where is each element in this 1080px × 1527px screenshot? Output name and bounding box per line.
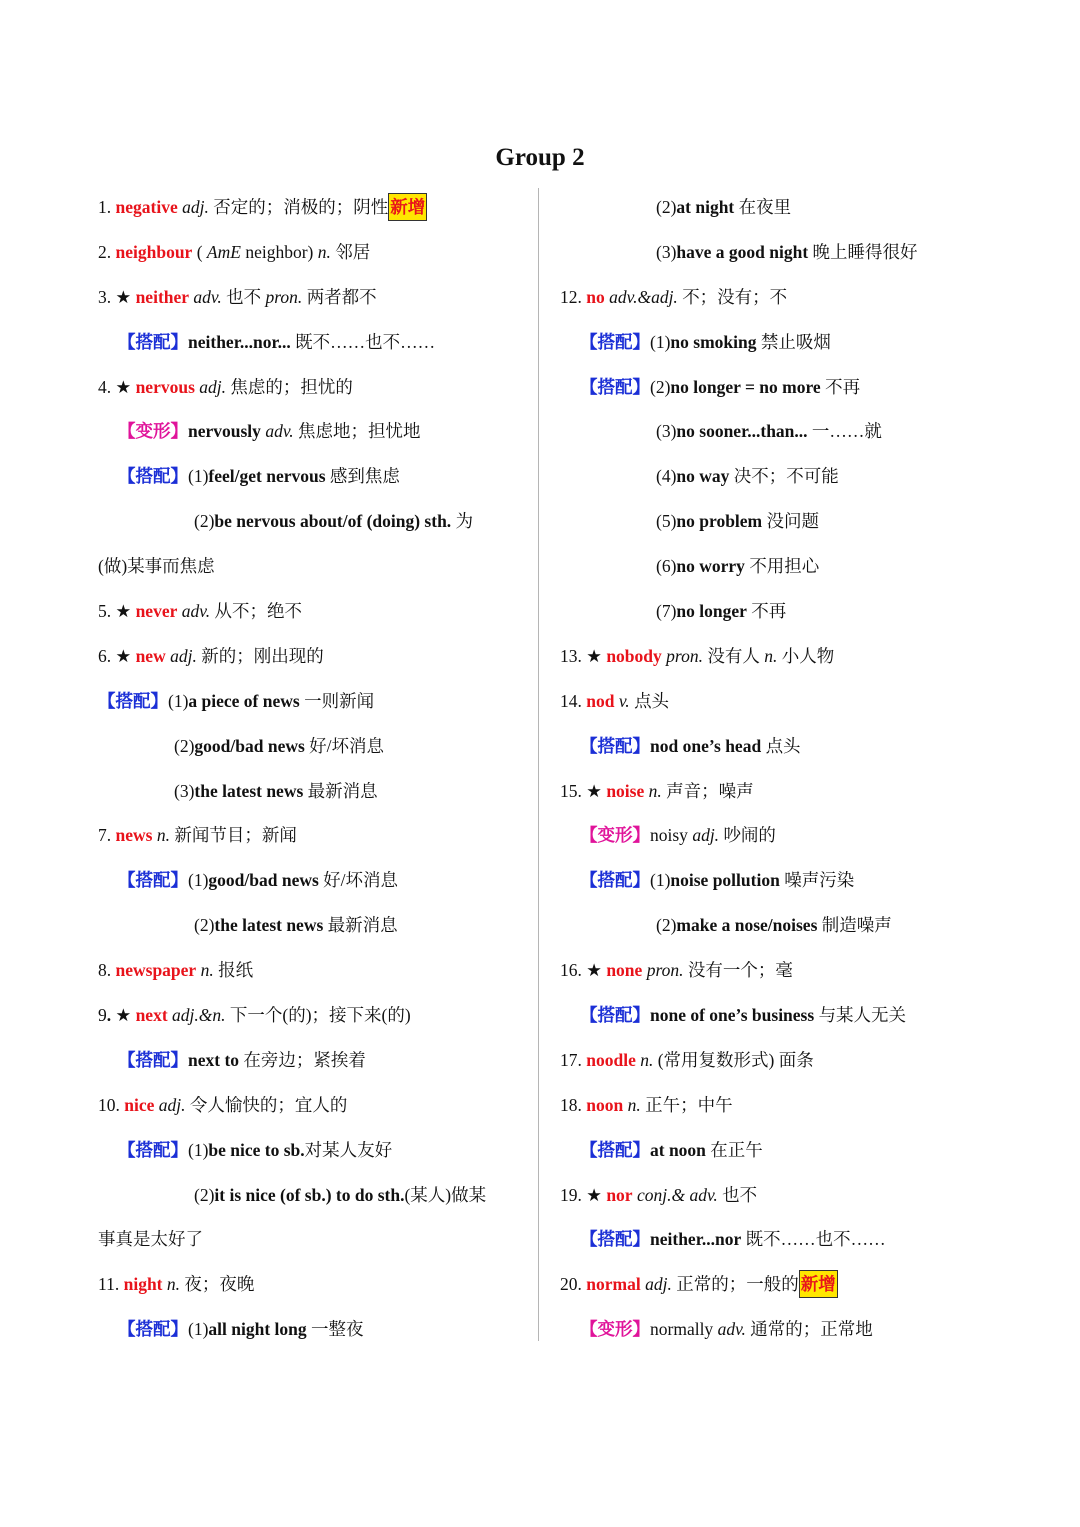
text: 声音；噪声 [661,780,754,801]
part-of-speech: adj. [199,376,227,397]
part-of-speech: adv.&adj. [609,286,678,307]
text: 3. ★ [98,286,136,307]
entry-line [98,813,518,858]
text: 17. [560,1049,587,1070]
text: 16. ★ [560,960,607,981]
phrase: good/bad news [194,735,305,756]
entry-line [560,409,1030,454]
new-badge: 新增 [799,1270,838,1298]
entry-line [560,499,1030,544]
entry-line [560,320,1030,365]
text: 14. [560,690,587,711]
entry-line [560,769,1030,814]
headword: night [123,1274,163,1295]
phrase: next to [188,1049,240,1070]
collocation-tag: 【搭配】 [118,1319,188,1340]
part-of-speech: pron. [265,286,303,307]
phrase: at noon [650,1139,706,1160]
phrase: the latest news [194,780,304,801]
headword: normal [586,1274,641,1295]
text: (某人)做某 [404,1184,487,1205]
headword: neighbour [115,241,193,262]
phrase: no worry [676,556,745,577]
variant-tag: 【变形】 [118,421,188,442]
text: normally [650,1319,718,1340]
part-of-speech: n. [627,1094,641,1115]
text: 没问题 [762,511,820,532]
entry-line [98,769,518,814]
text: 夜；夜晚 [180,1274,255,1295]
collocation-tag: 【搭配】 [580,331,650,352]
text: 好/坏消息 [304,735,385,756]
entry-line [98,275,518,320]
part-of-speech: n. [156,825,170,846]
text: 20. [560,1274,587,1295]
text: neighbor) [240,241,318,262]
page-title: Group 2 [495,144,585,171]
text: (常用复数形式) 面条 [653,1049,814,1070]
text: 与某人无关 [814,1005,907,1026]
headword: noise [606,780,645,801]
text: (1) [188,870,209,891]
text: (1) [188,1139,209,1160]
part-of-speech: n. [640,1049,654,1070]
entry-line [98,1307,518,1352]
text: 否定的；消极的；阴性 [208,197,389,217]
headword: nice [124,1094,155,1115]
entry-line [98,320,518,365]
phrase: feel/get nervous [208,466,326,487]
text: 焦虑地；担忧地 [293,421,421,442]
entry-line [98,1262,518,1307]
phrase: nervously [188,421,261,442]
headword: none [606,960,643,981]
entry-line [560,993,1030,1038]
text: 晚上睡得很好 [808,241,918,262]
text: 新的；刚出现的 [196,645,324,666]
text: 在旁边；紧挨着 [239,1049,366,1070]
text: (4) [656,466,677,487]
collocation-tag: 【搭配】 [580,870,650,891]
text: 1. [98,197,116,217]
text: ( [192,241,207,262]
collocation-tag: 【搭配】 [118,870,188,891]
part-of-speech: adv. [717,1319,746,1340]
text: (1) [188,466,209,487]
text: (7) [656,601,677,622]
text: 为 [451,511,474,532]
entry-line [98,858,518,903]
phrase: make a nose/noises [676,915,818,936]
text: (2) [194,511,215,532]
part-of-speech: adj. [692,825,720,846]
entry-line [98,1038,518,1083]
text: 事真是太好了 [98,1229,203,1250]
text: 正常的；一般的 [671,1274,799,1295]
headword: new [135,645,166,666]
phrase: no way [676,466,730,487]
text: (1) [650,331,671,352]
part-of-speech: n. [648,780,662,801]
entry-line [560,365,1030,410]
collocation-tag: 【搭配】 [580,1139,650,1160]
text: (2) [194,915,215,936]
text: 好/坏消息 [318,870,399,891]
phrase: neither...nor [650,1229,742,1250]
text: ★ [111,1005,136,1026]
text: 小人物 [777,645,835,666]
text: 不再 [820,376,861,397]
text: 13. ★ [560,645,607,666]
collocation-tag: 【搭配】 [580,735,650,756]
text: (1) [188,1319,209,1340]
entry-line [560,589,1030,634]
phrase: at night [676,197,735,217]
part-of-speech: adv. [181,601,211,622]
entry-line [560,1128,1030,1173]
phrase: no longer [676,601,747,622]
text: (5) [656,511,677,532]
text: 8. [98,960,116,981]
entry-line [98,1173,518,1218]
entry-line [98,185,518,230]
phrase: nod one’s head [650,735,762,756]
phrase: no longer = no more [670,376,821,397]
text: 吵闹的 [719,825,776,846]
headword: negative [115,197,178,217]
text: 没有人 [702,645,765,666]
entry-line [98,454,518,499]
collocation-tag: 【搭配】 [118,1139,188,1160]
phrase: all night long [208,1319,307,1340]
text: 11. [98,1274,124,1295]
text: 最新消息 [323,915,398,936]
text: 正午；中午 [640,1094,733,1115]
part-of-speech: n. [317,241,331,262]
headword: next [135,1005,168,1026]
text: (2) [650,376,671,397]
text: 一……就 [807,421,882,442]
entry-line [98,903,518,948]
text: 既不……也不…… [741,1229,886,1250]
column-divider [538,188,539,1341]
entry-line [560,544,1030,589]
entry-line [560,1262,1030,1307]
headword: news [115,825,153,846]
text: 感到焦虑 [325,466,400,487]
left-column [98,185,518,1352]
entry-line [560,679,1030,724]
headword: nervous [135,376,195,397]
entry-line [98,499,518,544]
variant-tag: 【变形】 [580,825,650,846]
phrase: noise pollution [670,870,780,891]
part-of-speech: adv. [193,286,222,307]
entry-line [98,365,518,410]
text: 也不 [221,286,266,307]
entry-line [98,993,518,1038]
entry-line [560,1083,1030,1128]
text: 19. ★ [560,1184,607,1205]
new-badge: 新增 [388,193,427,221]
text: noisy [650,825,693,846]
text: 10. [98,1094,125,1115]
entry-line [560,454,1030,499]
headword: nod [586,690,615,711]
text: 制造噪声 [817,915,892,936]
entry-line [98,230,518,275]
phrase: the latest news [214,915,324,936]
phrase: have a good night [676,241,809,262]
entry-line [560,1038,1030,1083]
entry-line [98,1128,518,1173]
headword: nor [606,1184,633,1205]
entry-line [560,724,1030,769]
text: 2. [98,241,116,262]
text: 12. [560,286,587,307]
phrase: good/bad news [208,870,319,891]
text: 禁止吸烟 [756,331,831,352]
part-of-speech: adv. [265,421,294,442]
entry-line [98,634,518,679]
entry-line [560,858,1030,903]
headword: noon [586,1094,624,1115]
collocation-tag: 【搭配】 [118,331,188,352]
text: 两者都不 [302,286,377,307]
entry-line [560,185,1030,230]
text: 点头 [761,735,801,756]
entry-line [560,1217,1030,1262]
part-of-speech: pron. [666,645,703,666]
text: 不再 [746,601,787,622]
collocation-tag: 【搭配】 [118,466,188,487]
text: 报纸 [213,960,254,981]
text: (3) [656,241,677,262]
entry-line [560,1307,1030,1352]
text: (2) [174,735,195,756]
part-of-speech: adj.&n. [172,1005,226,1026]
text: (做)某事而焦虑 [98,556,215,577]
text: 既不……也不…… [290,331,436,352]
text: 18. [560,1094,587,1115]
collocation-tag: 【搭配】 [98,690,168,711]
phrase: be nice to sb. [208,1139,305,1160]
entry-line [560,903,1030,948]
entry-line [98,1083,518,1128]
text: (6) [656,556,677,577]
part-of-speech: conj.& adv. [636,1184,718,1205]
text: 9 [98,1005,107,1026]
variant-tag: 【变形】 [580,1319,650,1340]
text: 6. ★ [98,645,136,666]
text: 7. [98,825,116,846]
part-of-speech: adj. [645,1274,672,1295]
part-of-speech: adj. [158,1094,186,1115]
text: 邻居 [330,241,371,262]
text: 噪声污染 [779,870,855,891]
text: 通常的；正常地 [745,1319,873,1340]
text: 5. ★ [98,601,136,622]
text: 15. ★ [560,780,607,801]
entry-line [98,409,518,454]
headword: noodle [586,1049,636,1070]
entry-line [98,948,518,993]
entry-line [560,948,1030,993]
text: 从不；绝不 [210,601,302,622]
phrase: it is nice (of sb.) to do sth. [214,1184,405,1205]
entry-line [98,724,518,769]
text: 下一个(的)；接下来(的) [225,1005,411,1026]
text: (3) [174,780,195,801]
entry-line [98,1217,518,1262]
entry-line [560,230,1030,275]
text: 点头 [629,690,670,711]
part-of-speech: adj. [170,645,197,666]
text: (1) [650,870,671,891]
headword: newspaper [115,960,197,981]
entry-line [560,1173,1030,1218]
right-column [560,185,1030,1352]
text: 新闻节目；新闻 [169,825,297,846]
text: 对某人友好 [304,1139,393,1160]
collocation-tag: 【搭配】 [580,1229,650,1250]
headword: neither [135,286,190,307]
text: 焦虑的；担忧的 [226,376,353,397]
text: 不用担心 [744,556,820,577]
headword: never [135,601,178,622]
part-of-speech: n. [764,645,778,666]
text: 最新消息 [303,780,378,801]
text: 4. ★ [98,376,136,397]
text: (1) [168,690,189,711]
phrase: a piece of news [188,690,300,711]
text: 一整夜 [306,1319,364,1340]
entry-line [560,813,1030,858]
text: (2) [194,1184,215,1205]
text: 决不；不可能 [729,466,839,487]
phrase: none of one’s business [650,1005,815,1026]
text: 在正午 [705,1139,763,1160]
part-of-speech: n. [166,1274,181,1295]
text: 也不 [717,1184,758,1205]
part-of-speech: pron. [646,960,684,981]
phrase: be nervous about/of (doing) sth. [214,511,452,532]
text: 令人愉快的；宜人的 [185,1094,348,1115]
entry-line [560,634,1030,679]
phrase: . [106,1005,112,1026]
text: (3) [656,421,677,442]
part-of-speech: AmE [206,241,241,262]
phrase: neither...nor... [188,331,291,352]
part-of-speech: adj. [182,197,209,217]
part-of-speech: n. [200,960,214,981]
text: (2) [656,197,677,217]
phrase: no sooner...than... [676,421,808,442]
text: 在夜里 [734,197,792,217]
text: 一则新闻 [299,690,375,711]
collocation-tag: 【搭配】 [118,1049,188,1070]
entry-line [98,679,518,724]
entry-line [98,589,518,634]
headword: nobody [606,645,662,666]
headword: no [586,286,605,307]
text: (2) [656,915,677,936]
entry-line [98,544,518,589]
phrase: no problem [676,511,763,532]
phrase: no smoking [670,331,757,352]
collocation-tag: 【搭配】 [580,376,650,397]
part-of-speech: v. [618,690,630,711]
entry-line [560,275,1030,320]
text: 没有一个；毫 [683,960,793,981]
collocation-tag: 【搭配】 [580,1005,650,1026]
text: 不；没有；不 [677,286,788,307]
